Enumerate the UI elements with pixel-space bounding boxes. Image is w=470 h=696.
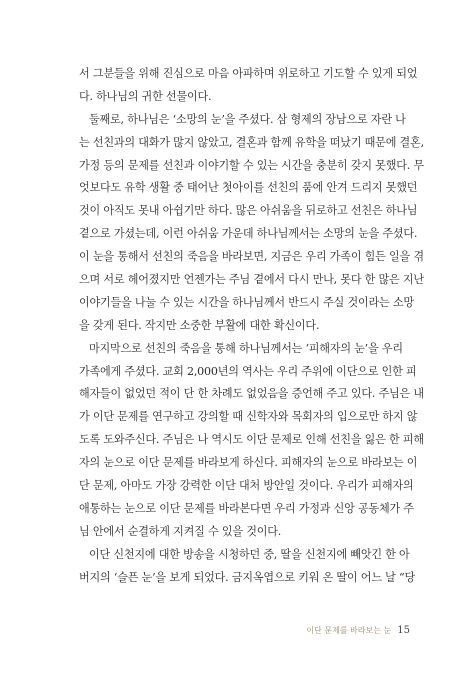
text-line: 님 안에서 순결하게 지켜질 수 있을 것이다. (79, 524, 282, 538)
text-line: 가 이단 문제를 연구하고 강의할 때 신학자와 목회자의 입으로만 하지 않 (79, 410, 418, 424)
text-line: 버지의 ‘슬픈 눈’을 보게 되었다. 금지옥엽으로 키워 온 딸이 어느 날 “당 (79, 570, 415, 584)
text-line: 마지막으로 선친의 죽음을 통해 하나님께서는 ‘피해자의 눈’을 우리 (89, 341, 403, 355)
text-line: 엇보다도 유학 생활 중 태어난 첫아이를 선친의 품에 안겨 드리지 못했던 (79, 181, 418, 195)
text-line: 도록 도와주신다. 주님은 나 역시도 이단 문제로 인해 선친을 잃은 한 피해 (79, 433, 424, 447)
text-line: 을 갖게 된다. 작지만 소중한 부활에 대한 확신이다. (79, 318, 320, 332)
text-line: 둘째로, 하나님은 ‘소망의 눈’을 주셨다. 삼 형제의 장남으로 자란 나 (89, 112, 406, 126)
page-number: 15 (397, 625, 410, 636)
text-line: 가정 등의 문제를 선친과 이야기할 수 있는 시간을 충분히 갖지 못했다. 무 (79, 158, 424, 172)
text-line: 애통하는 눈으로 이단 문제를 바라본다면 우리 가정과 신앙 공동체가 주 (79, 501, 414, 515)
text-line: 는 선친과의 대화가 많지 않았고, 결혼과 함께 유학을 떠났기 때문에 결혼, (79, 135, 424, 149)
text-line: 다. 하나님의 귀한 선물이다. (79, 89, 212, 103)
text-line: 것이 아직도 못내 아쉽기만 하다. 많은 아쉬움을 뒤로하고 선친은 하나님 (79, 204, 418, 218)
body-text (79, 63, 424, 589)
text-line: 가족에게 주셨다. 교회 2,000년의 역사는 우리 주위에 이단으로 인한 피 (79, 364, 417, 378)
text-line: 이 눈을 통해서 선친의 죽음을 바라보면, 지금은 우리 가족이 힘든 일을 겪 (79, 250, 424, 264)
text-line: 으며 서로 헤어졌지만 언젠가는 주님 곁에서 다시 만나, 못다 한 많은 지난 (79, 273, 424, 287)
text-line: 이야기들을 나눌 수 있는 시간을 하나님께서 반드시 주실 것이라는 소망 (79, 295, 414, 309)
text-line: 곁으로 가셨는데, 이런 아쉬움 가운데 하나님께서는 소망의 눈을 주셨다. (79, 227, 418, 241)
text-line: 이단 신천지에 대한 방송을 시청하던 중, 딸을 신천지에 빼앗긴 한 아 (89, 547, 410, 561)
page-footer (306, 625, 410, 641)
running-title: 이단 문제를 바라보는 눈 (306, 626, 392, 635)
text-line: 해자들이 없었던 적이 단 한 차례도 없었음을 증언해 주고 있다. 주님은 내 (79, 387, 424, 401)
text-line: 단 문제, 아마도 가장 강력한 이단 대처 방안일 것이다. 우리가 피해자의 (79, 479, 414, 493)
text-line: 자의 눈으로 이단 문제를 바라보게 하신다. 피해자의 눈으로 바라보는 이 (79, 456, 418, 470)
text-line: 서 그분들을 위해 진심으로 마음 아파하며 위로하고 기도할 수 있게 되었 (79, 67, 418, 80)
